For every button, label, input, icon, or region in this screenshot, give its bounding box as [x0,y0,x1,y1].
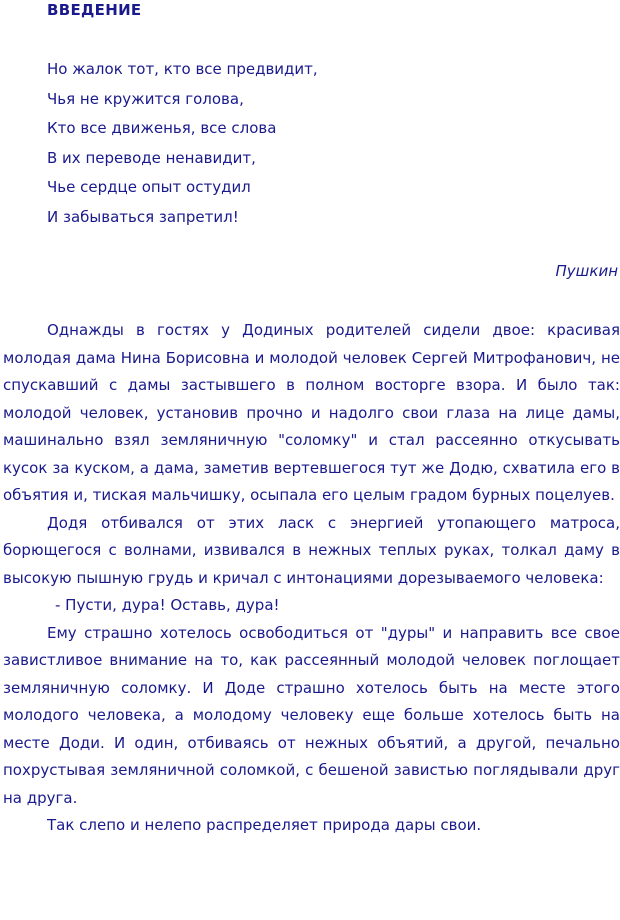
epigraph [47,58,318,235]
epigraph-line: Чье сердце опыт остудил [47,178,251,196]
paragraph: Додя отбивался от этих ласк с энергией утопающего матроса, борющегося с волнами, извивался в нежных теплых руках, толкал даму в высокую пышную грудь и кричал с интонациями дорезываемого человека: [3,513,620,587]
epigraph-line: Чья не кружится голова, [47,89,244,108]
epigraph-line: Но жалок тот, кто все предвидит, [47,60,318,78]
epigraph-line: В их переводе ненавидит, [47,148,256,167]
paragraph: Однажды в гостях у Додиных родителей сидели двое: красивая молодая дама Нина Борисовна и молодой человек Сергей Митрофанович, не спускавший с дамы застывшего в полном восторге взора. И было так: молодой человек, установив прочно и надолго свои глаза на лице дамы, машинально взял земляничную "соломку" и стал рассеянно откусывать кусок за куском, а дама, заметив вертевшегося тут же Додю, схватила его в объятия и, тиская мальчишку, осыпала его целым градом бурных поцелуев. [3,321,620,504]
chapter-heading: ВВЕДЕНИЕ [47,1,142,19]
body-text [3,317,620,840]
paragraph: Так слепо и нелепо распределяет природа дары свои. [47,816,482,834]
paragraph: Ему страшно хотелось освободиться от "дуры" и направить все свое завистливое внимание на то, как рассеянный молодой человек поглощает земляничную соломку. И Доде страшно хотелось быть на месте этого молодого человека, а молодому человеку еще больше хотелось быть на месте Доди. И один, отбиваясь от нежных объятий, а другой, печально похрустывая земляничной соломкой, с бешеной завистью поглядывали друг на друга. [3,623,620,807]
dialog-line: - Пусти, дура! Оставь, дура! [55,596,280,614]
epigraph-author: Пушкин [555,262,618,280]
epigraph-line: И забываться запретил! [47,207,239,226]
epigraph-line: Кто все движенья, все слова [47,119,277,137]
